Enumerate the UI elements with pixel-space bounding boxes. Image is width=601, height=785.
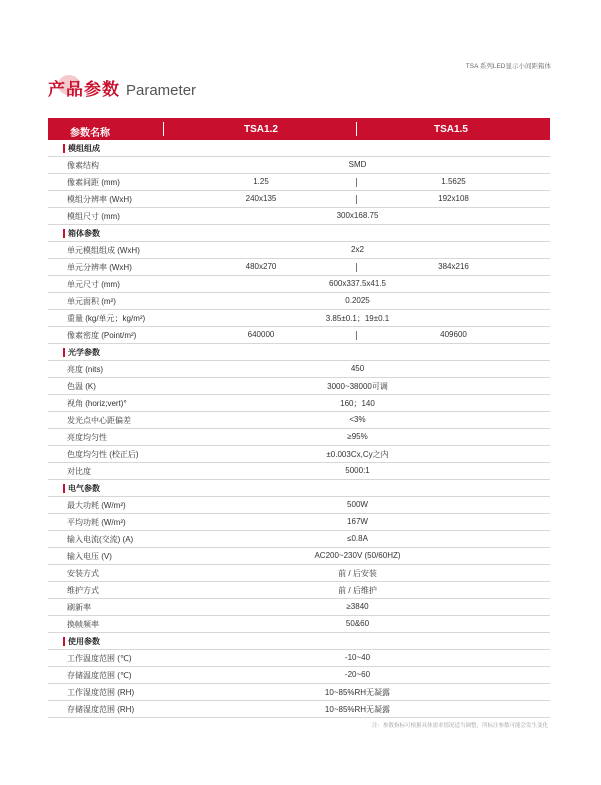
table-row (48, 514, 550, 531)
row-value: 前 / 后维护 (338, 586, 377, 595)
table-row (48, 174, 550, 191)
table-row (48, 293, 550, 310)
table-row (48, 361, 550, 378)
row-value: 50&60 (345, 619, 370, 628)
row-value-tsa12: 1.25 (253, 177, 269, 186)
heading-title-cn: 产品参数 (48, 80, 120, 99)
row-value-tsa15: 1.5625 (441, 177, 466, 186)
row-value-tsa15: 192x108 (438, 194, 469, 203)
parameter-table (48, 118, 550, 718)
section-marker (63, 348, 65, 357)
row-value: 160；140 (340, 399, 375, 408)
table-row (48, 259, 550, 276)
page-heading (48, 75, 196, 103)
header-divider (163, 122, 164, 136)
table-row (48, 378, 550, 395)
header-divider (356, 122, 357, 136)
section-marker (63, 144, 65, 153)
row-label: 存储温度范围 (℃) (67, 671, 132, 680)
table-row (48, 701, 550, 718)
row-value: 167W (347, 517, 368, 526)
header-model-tsa15: TSA1.5 (434, 124, 468, 135)
row-value: ≤0.8A (347, 534, 368, 543)
header-param-name: 参数名称 (70, 128, 110, 139)
section-title: 模组组成 (68, 144, 100, 153)
table-header (48, 118, 550, 140)
section-title: 箱体参数 (68, 229, 100, 238)
row-label: 像素结构 (67, 161, 99, 170)
row-value: 3.85±0.1；19±0.1 (325, 314, 390, 323)
section-marker (63, 229, 65, 238)
row-label: 单元分辨率 (WxH) (67, 263, 132, 272)
row-value: 600x337.5x41.5 (329, 279, 386, 288)
row-value-tsa12: 640000 (247, 330, 275, 339)
row-label: 色度均匀性 (校正后) (67, 450, 139, 459)
table-row (48, 208, 550, 225)
row-value: ±0.003Cx,Cy之内 (326, 450, 389, 459)
row-value-tsa15: 384x216 (438, 262, 469, 271)
row-label: 色温 (K) (67, 382, 96, 391)
table-row (48, 327, 550, 344)
row-value: ≥95% (347, 432, 368, 441)
row-label: 最大功耗 (W/m²) (67, 501, 126, 510)
row-label: 单元模组组成 (WxH) (67, 246, 140, 255)
table-row (48, 599, 550, 616)
row-value: 10~85%RH无凝露 (324, 688, 391, 697)
table-row (48, 497, 550, 514)
row-value: 450 (350, 364, 365, 373)
row-value-tsa12: 480x270 (245, 262, 277, 271)
row-label: 平均功耗 (W/m²) (67, 518, 126, 527)
row-value-tsa15: 409600 (440, 330, 467, 339)
row-label: 单元尺寸 (mm) (67, 280, 120, 289)
row-value: 300x168.75 (336, 211, 379, 220)
row-label: 安装方式 (67, 569, 99, 578)
row-label: 单元面积 (m²) (67, 297, 116, 306)
row-value: 500W (347, 500, 368, 509)
row-value: -20~60 (344, 670, 371, 679)
row-label: 换帧频率 (67, 620, 99, 629)
section-header (48, 225, 550, 242)
table-row (48, 684, 550, 701)
row-value: 10~85%RH无凝露 (324, 705, 391, 714)
section-title: 使用参数 (68, 637, 100, 646)
table-row (48, 565, 550, 582)
table-row (48, 531, 550, 548)
section-header (48, 633, 550, 650)
table-row (48, 463, 550, 480)
row-label: 对比度 (67, 467, 91, 476)
row-label: 输入电流(交流) (A) (67, 535, 134, 544)
table-row (48, 667, 550, 684)
heading-title-en: Parameter (126, 82, 197, 99)
row-value: 5000:1 (345, 466, 370, 475)
row-label: 像素密度 (Point/m²) (67, 331, 137, 340)
row-label: 工作温度范围 (℃) (67, 654, 132, 663)
section-marker (63, 637, 65, 646)
row-label: 视角 (horiz;vert)° (67, 399, 127, 408)
table-row (48, 191, 550, 208)
table-row (48, 650, 550, 667)
table-row (48, 429, 550, 446)
row-label: 亮度均匀性 (67, 433, 107, 442)
section-marker (63, 484, 65, 493)
row-label: 模组分辨率 (WxH) (67, 195, 132, 204)
section-title: 电气参数 (68, 484, 100, 493)
row-value: AC200~230V (50/60HZ) (314, 551, 401, 560)
table-row (48, 395, 550, 412)
header-model-tsa12: TSA1.2 (244, 124, 278, 135)
table-row (48, 616, 550, 633)
row-label: 存储湿度范围 (RH) (67, 705, 135, 714)
footnote: 注：参数指标可根据具体需求情况适当调整，所标注参数可能会发生变化 (371, 723, 548, 729)
row-label: 亮度 (nits) (67, 365, 103, 374)
row-value: 3000~38000可调 (327, 382, 388, 391)
row-label: 重量 (kg/单元；kg/m²) (67, 314, 146, 323)
row-value: 2x2 (351, 245, 364, 254)
row-value: ≥3840 (346, 602, 369, 611)
table-row (48, 242, 550, 259)
row-label: 刷新率 (67, 603, 91, 612)
row-label: 输入电压 (V) (67, 552, 112, 561)
section-header (48, 480, 550, 497)
row-value: 0.2025 (345, 296, 370, 305)
table-row (48, 582, 550, 599)
table-body (48, 140, 550, 718)
row-label: 维护方式 (67, 586, 99, 595)
table-row (48, 412, 550, 429)
section-header (48, 140, 550, 157)
row-value: <3% (349, 415, 366, 424)
row-label: 发光点中心距偏差 (67, 416, 131, 425)
row-label: 模组尺寸 (mm) (67, 212, 120, 221)
row-label: 工作湿度范围 (RH) (67, 688, 135, 697)
table-row (48, 310, 550, 327)
table-row (48, 157, 550, 174)
table-row (48, 548, 550, 565)
table-row (48, 276, 550, 293)
row-value: SMD (348, 160, 367, 169)
series-label: TSA 系列LED显示小间距箱体 (465, 63, 551, 70)
section-title: 光学参数 (68, 348, 100, 357)
row-value: -10~40 (344, 653, 371, 662)
row-value-tsa12: 240x135 (245, 194, 277, 203)
section-header (48, 344, 550, 361)
table-row (48, 446, 550, 463)
row-value: 前 / 后安装 (338, 569, 377, 578)
row-label: 像素间距 (mm) (67, 178, 120, 187)
